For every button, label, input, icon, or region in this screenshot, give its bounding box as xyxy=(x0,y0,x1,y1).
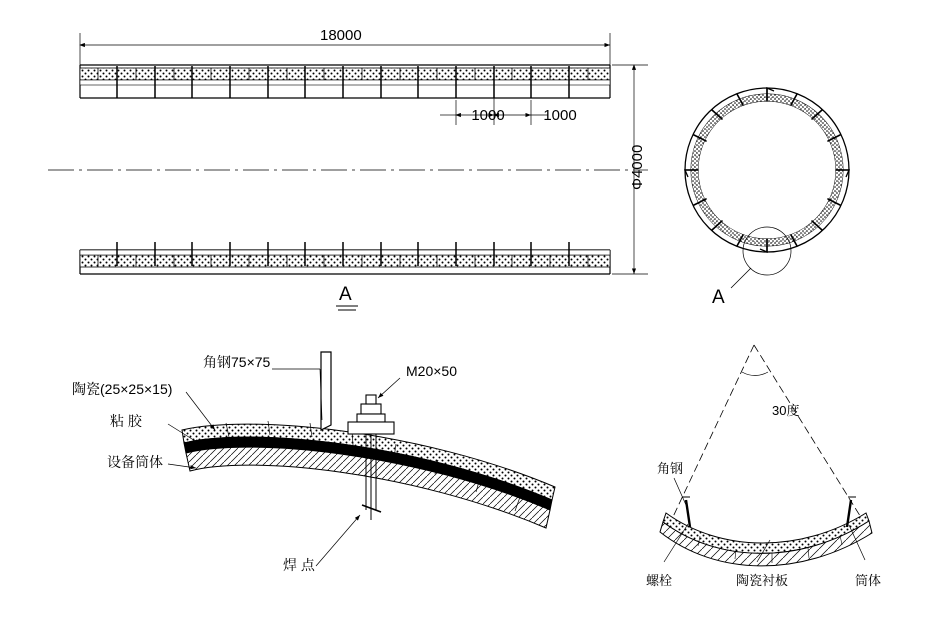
detail-a-ceramic-label: 陶瓷(25×25×15) xyxy=(72,381,173,397)
panel-detail-angle-degrees-label: 30度 xyxy=(772,403,800,418)
detail-a-bolt-label: M20×50 xyxy=(406,363,457,379)
elevation-spacing-right-label: 1000 xyxy=(543,107,577,124)
elevation-diameter-label: Φ4000 xyxy=(629,144,646,190)
detail-a-weld-spot-label: 焊 点 xyxy=(283,557,315,573)
detail-a-shell-label: 设备筒体 xyxy=(107,454,163,470)
panel-detail-bolt-label: 螺栓 xyxy=(646,573,673,588)
elevation-detail-mark-a: A xyxy=(339,284,352,305)
elevation-length-label: 18000 xyxy=(320,27,362,44)
section-detail-mark-a: A xyxy=(712,287,725,308)
elevation-spacing-left-label: 1000 xyxy=(471,107,505,124)
detail-a-angle-steel-label: 角钢75×75 xyxy=(203,354,271,370)
detail-a-adhesive-label: 粘 胶 xyxy=(110,413,142,429)
panel-detail-angle-steel-label: 角钢 xyxy=(657,461,684,476)
panel-detail-ceramic-panel-label: 陶瓷衬板 xyxy=(736,573,789,588)
panel-detail-shell-label: 筒体 xyxy=(855,573,882,588)
